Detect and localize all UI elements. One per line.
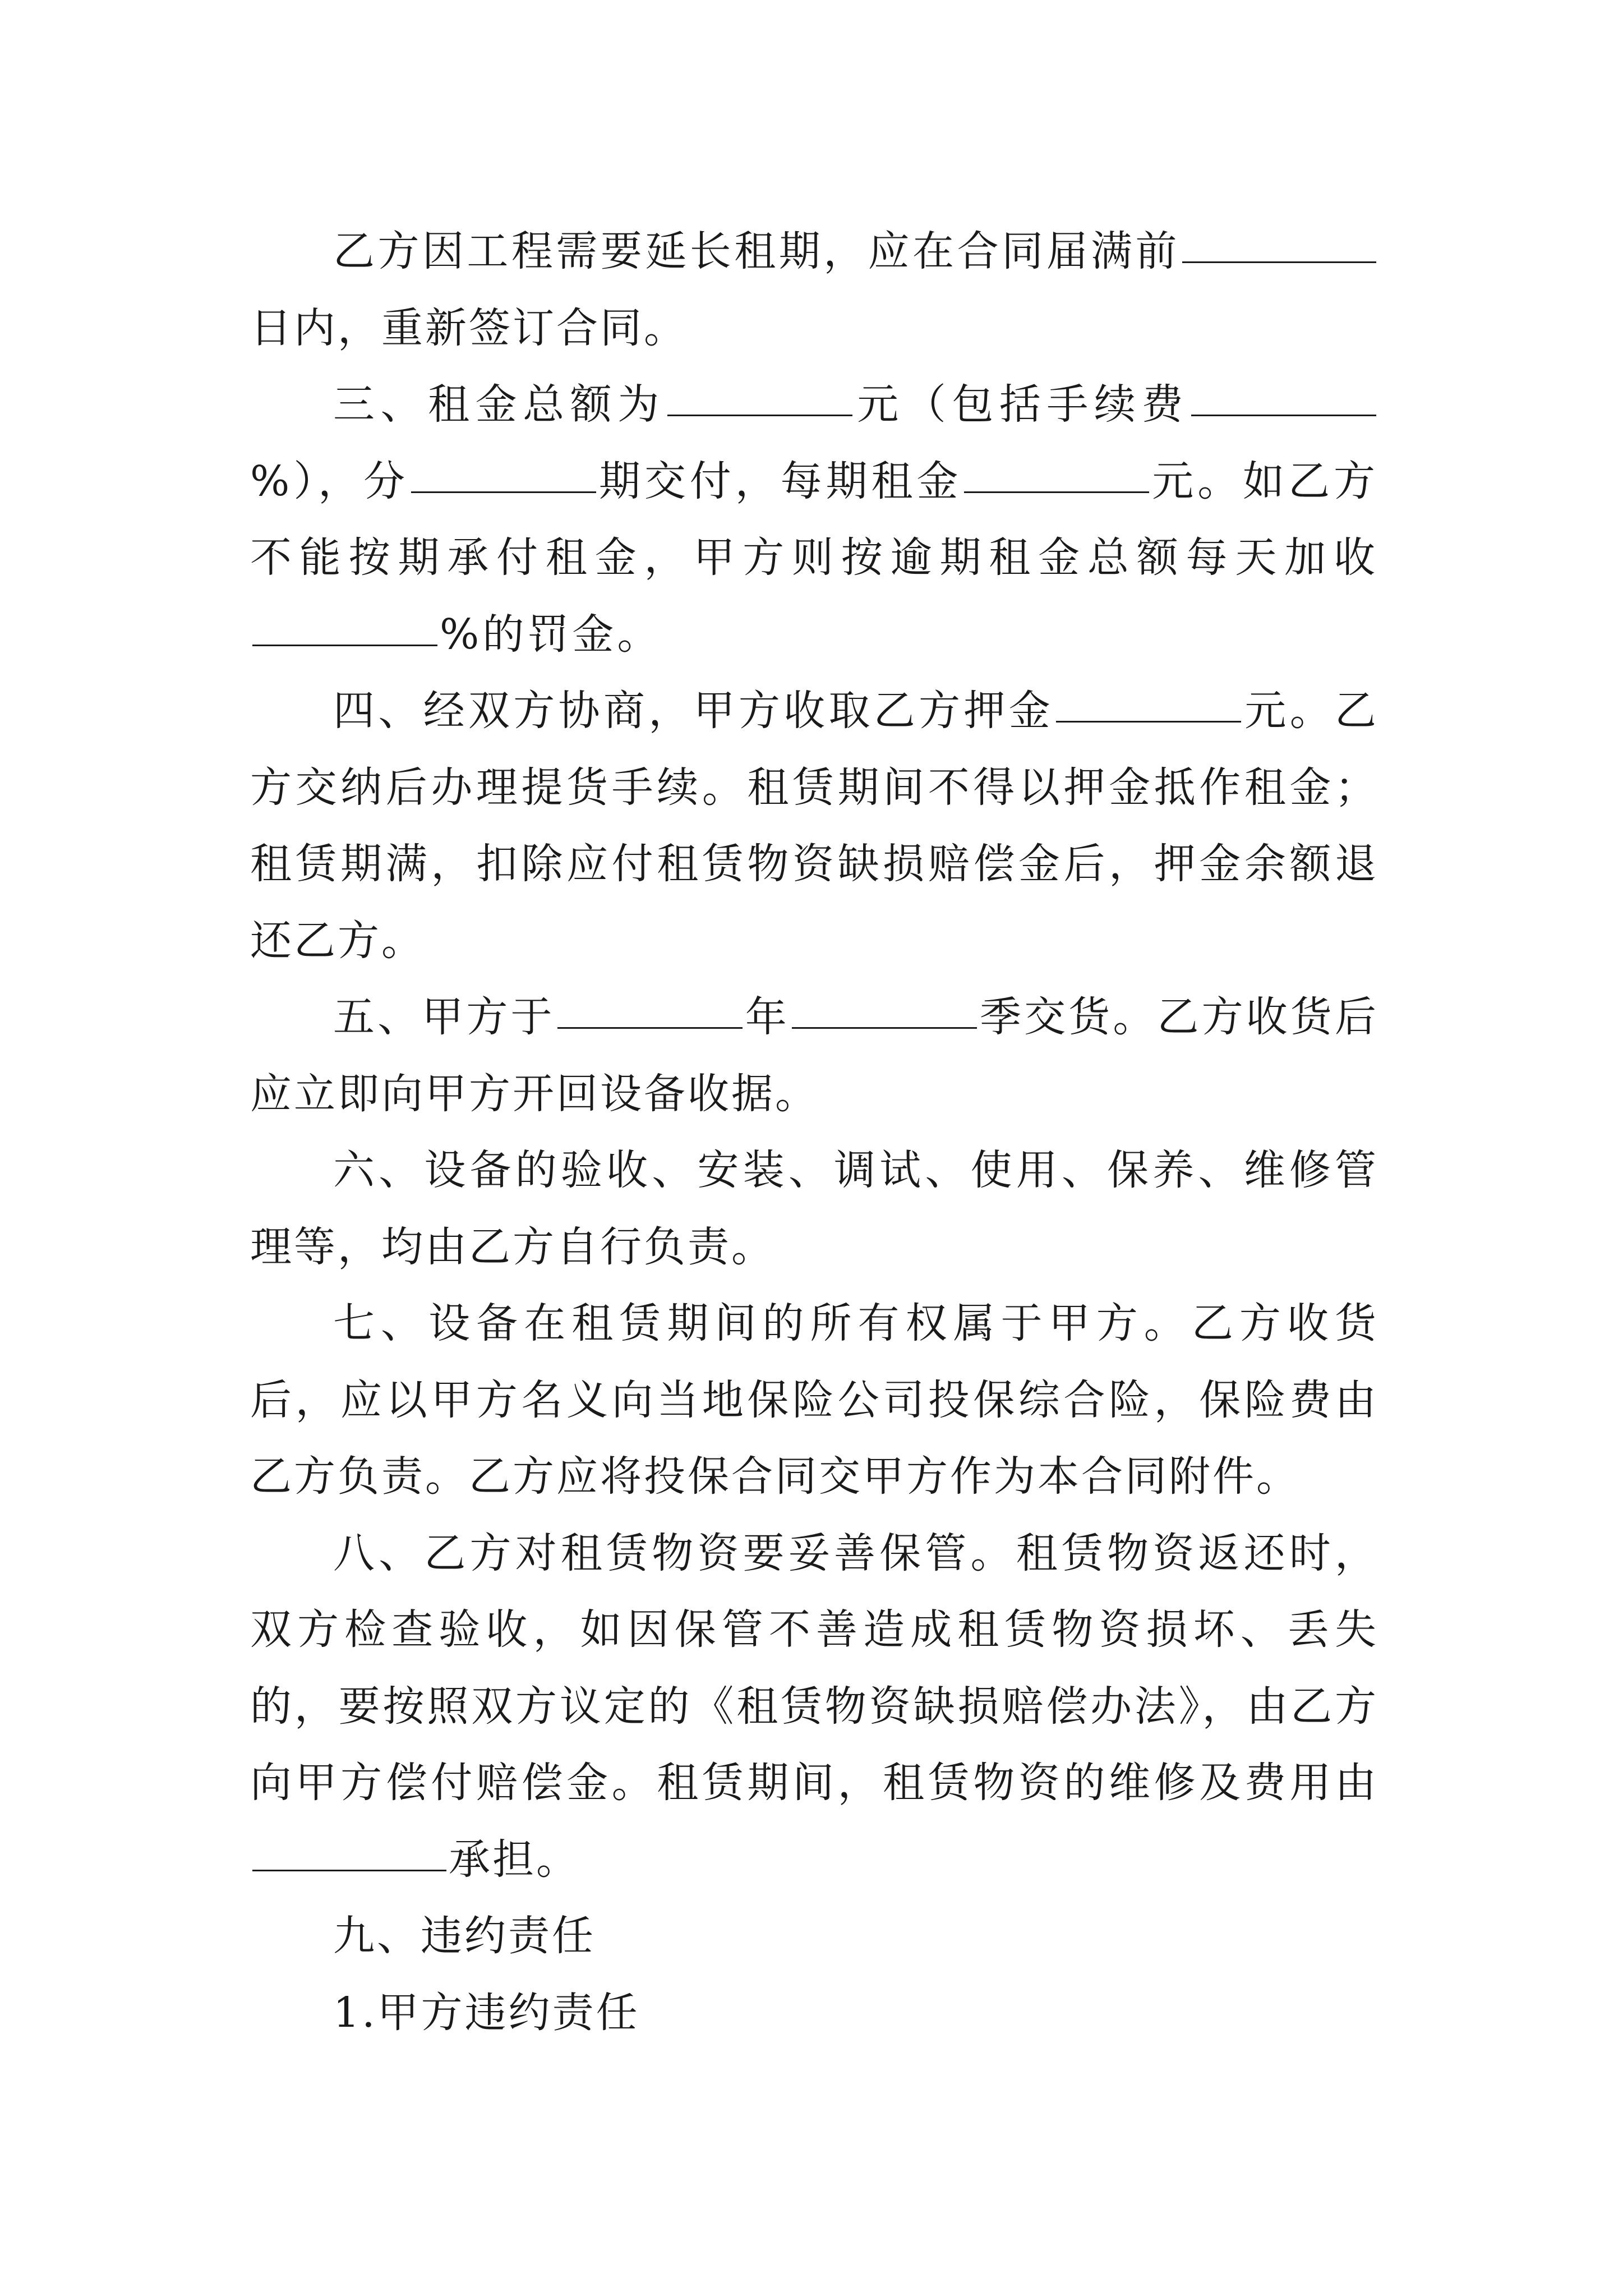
paragraph-custody bbox=[250, 1515, 1378, 1898]
fill-in-blank bbox=[964, 491, 1149, 493]
paragraph-maintenance bbox=[250, 1132, 1378, 1285]
paragraph-text: 九、违约责任 bbox=[333, 1912, 596, 1960]
paragraph-text: 乙方因工程需要延长租期，应在合同届满前 bbox=[333, 227, 1180, 275]
paragraph-text: 三、租金总额为 bbox=[333, 380, 665, 429]
paragraph-text: 季交货。乙方收货后应立即向甲方开回设备收据。 bbox=[250, 993, 1378, 1118]
paragraph-text: %），分 bbox=[250, 457, 409, 505]
paragraph-rent-total bbox=[250, 366, 1378, 673]
section-heading-liability bbox=[250, 1898, 1378, 1975]
fill-in-blank bbox=[1182, 261, 1376, 263]
paragraph-text: 元。如乙方不能按期承付租金，甲方则按逾期租金总额每天加收 bbox=[250, 457, 1379, 582]
subsection-heading-party-a bbox=[250, 1975, 1378, 2051]
fill-in-blank bbox=[252, 1869, 446, 1871]
fill-in-blank bbox=[1056, 720, 1241, 723]
fill-in-blank bbox=[252, 644, 437, 646]
paragraph-text: 承担。 bbox=[449, 1835, 580, 1884]
fill-in-blank bbox=[411, 491, 596, 493]
paragraph-text: 六、设备的验收、安装、调试、使用、保养、维修管理等，均由乙方自行负责。 bbox=[250, 1146, 1378, 1271]
paragraph-text: 期交付，每期租金 bbox=[598, 457, 962, 505]
fill-in-blank bbox=[1191, 414, 1376, 416]
document-body bbox=[250, 213, 1378, 2051]
fill-in-blank bbox=[557, 1027, 743, 1029]
paragraph-text: %的罚金。 bbox=[440, 610, 662, 659]
paragraph-text: 年 bbox=[744, 993, 790, 1041]
paragraph-extension bbox=[250, 213, 1378, 366]
paragraph-text: 日内，重新签订合同。 bbox=[250, 303, 688, 352]
paragraph-delivery bbox=[250, 979, 1378, 1132]
paragraph-ownership bbox=[250, 1285, 1378, 1515]
paragraph-deposit bbox=[250, 673, 1378, 979]
paragraph-text: 八、乙方对租赁物资要妥善保管。租赁物资返还时，双方检查验收，如因保管不善造成租赁物资损坏、丢失的，要按照双方议定的《租赁物资缺损赔偿办法》，由乙方向甲方偿付赔偿金。租赁期间，租赁物资的维修及费用由 bbox=[250, 1529, 1378, 1807]
fill-in-blank bbox=[667, 414, 852, 416]
paragraph-text: 七、设备在租赁期间的所有权属于甲方。乙方收货后，应以甲方名义向当地保险公司投保综合险，保险费由乙方负责。乙方应将投保合同交甲方作为本合同附件。 bbox=[250, 1299, 1378, 1501]
paragraph-text: 五、甲方于 bbox=[333, 993, 555, 1041]
fill-in-blank bbox=[792, 1027, 977, 1029]
paragraph-text: 四、经双方协商，甲方收取乙方押金 bbox=[333, 687, 1054, 735]
paragraph-text: 元（包括手续费 bbox=[854, 380, 1189, 429]
paragraph-text: 元。乙方交纳后办理提货手续。租赁期间不得以押金抵作租金；租赁期满，扣除应付租赁物资缺损赔偿金后，押金余额退还乙方。 bbox=[250, 687, 1379, 965]
paragraph-text: 1.甲方违约责任 bbox=[333, 1988, 640, 2037]
